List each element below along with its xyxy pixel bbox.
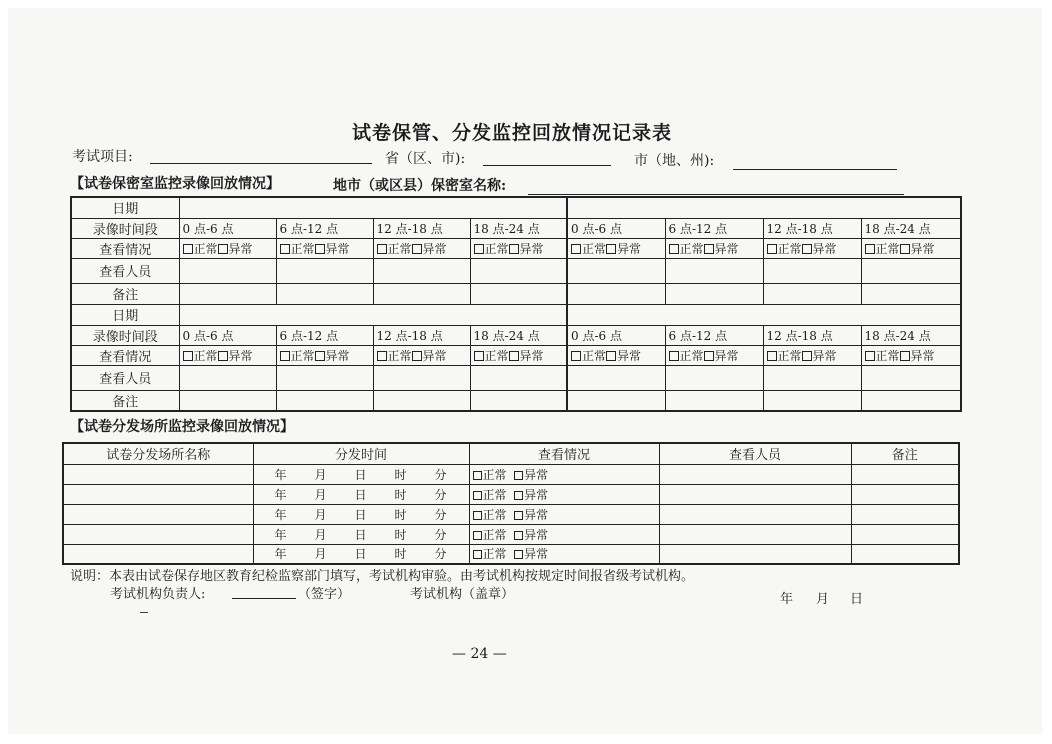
period-cell: 0 点-6 点 [179,325,276,345]
date-cell[interactable] [567,304,961,325]
status-cell[interactable]: 正常 异常 [763,345,861,365]
remark-cell[interactable] [567,283,665,304]
time-cell[interactable]: 年 月 日 时 分 [253,524,469,544]
checkbox-normal[interactable] [473,491,482,500]
date-cell[interactable] [179,197,567,218]
remark-cell[interactable] [567,390,665,411]
viewer-cell[interactable] [470,258,567,283]
site-cell[interactable] [63,484,253,504]
page-title: 试卷保管、分发监控回放情况记录表 [352,122,673,144]
viewer-cell[interactable] [470,365,567,390]
checkbox-normal[interactable] [571,351,581,361]
status-cell[interactable]: 正常 异常 [373,345,470,365]
checkbox-normal[interactable] [377,351,387,361]
block-1 [71,197,961,304]
checkbox-normal[interactable] [865,351,875,361]
table-row [63,464,959,484]
remark-cell[interactable] [851,464,959,484]
row-label-viewer: 查看人员 [71,258,179,283]
page-number: — 24 — [452,646,507,662]
remark-cell[interactable] [276,390,373,411]
col-header-check: 查看情况 [469,443,659,464]
section1-heading: 【试卷保密室监控录像回放情况】 [70,176,280,192]
remark-cell[interactable] [179,283,276,304]
viewer-cell[interactable] [665,258,763,283]
remark-cell[interactable] [470,283,567,304]
checkbox-abnormal[interactable] [802,244,812,254]
checkbox-abnormal[interactable] [218,351,228,361]
checkbox-abnormal[interactable] [704,244,714,254]
checkbox-normal[interactable] [669,244,679,254]
status-cell[interactable]: 正常 异常 [567,345,665,365]
status-cell[interactable]: 正常 异常 [373,238,470,258]
checkbox-abnormal[interactable] [315,244,325,254]
site-cell[interactable] [63,524,253,544]
section2-heading: 【试卷分发场所监控录像回放情况】 [70,419,294,435]
remark-cell[interactable] [861,283,961,304]
row-label-check: 查看情况 [71,238,179,258]
row-label-period: 录像时间段 [71,218,179,238]
period-cell: 0 点-6 点 [567,325,665,345]
status-cell[interactable]: 正常 异常 [665,238,763,258]
status-cell[interactable]: 正常 异常 [469,464,659,484]
checkbox-normal[interactable] [473,471,482,480]
time-cell[interactable]: 年 月 日 时 分 [253,484,469,504]
remark-cell[interactable] [851,524,959,544]
viewer-cell[interactable] [659,464,851,484]
storage-room-table [70,196,962,412]
sign-label: （签字） [298,587,351,602]
period-cell: 12 点-18 点 [763,325,861,345]
viewer-cell[interactable] [179,258,276,283]
explanation-note: 说明：本表由试卷保存地区教育纪检监察部门填写，考试机构审验。由考试机构按规定时间报省级考试机构。 [70,569,695,584]
row-label-check: 查看情况 [71,345,179,365]
period-cell: 12 点-18 点 [373,325,470,345]
remark-cell[interactable] [763,390,861,411]
distribution-rows [63,464,959,564]
time-cell[interactable]: 年 月 日 时 分 [253,544,469,564]
viewer-cell[interactable] [276,365,373,390]
remark-cell[interactable] [851,484,959,504]
row-label-period: 录像时间段 [71,325,179,345]
remark-cell[interactable] [665,283,763,304]
checkbox-normal[interactable] [473,550,482,559]
checkbox-normal[interactable] [473,511,482,520]
remark-cell[interactable] [373,283,470,304]
period-cell: 6 点-12 点 [276,218,373,238]
period-cell: 0 点-6 点 [179,218,276,238]
remark-cell[interactable] [861,390,961,411]
viewer-cell[interactable] [665,365,763,390]
site-cell[interactable] [63,544,253,564]
exam-item-blank[interactable] [150,163,372,164]
checkbox-abnormal[interactable] [315,351,325,361]
period-cell: 18 点-24 点 [861,218,961,238]
viewer-cell[interactable] [659,524,851,544]
remark-cell[interactable] [665,390,763,411]
status-cell[interactable]: 正常 异常 [276,238,373,258]
row-label-remark: 备注 [71,283,179,304]
col-header-viewer: 查看人员 [659,443,851,464]
block-2 [71,304,961,411]
viewer-cell[interactable] [567,258,665,283]
checkbox-abnormal[interactable] [900,244,910,254]
viewer-cell[interactable] [567,365,665,390]
table-row [63,484,959,504]
stray-mark [140,612,148,613]
viewer-cell[interactable] [276,258,373,283]
viewer-cell[interactable] [659,484,851,504]
row-label-viewer: 查看人员 [71,365,179,390]
status-cell[interactable]: 正常 异常 [470,345,567,365]
checkbox-normal[interactable] [865,244,875,254]
viewer-cell[interactable] [861,258,961,283]
status-cell[interactable]: 正常 异常 [567,238,665,258]
row-label-date: 日期 [71,304,179,325]
status-cell[interactable]: 正常 异常 [276,345,373,365]
status-cell[interactable]: 正常 异常 [469,484,659,504]
province-label: 省（区、市): [385,151,466,167]
viewer-cell[interactable] [659,544,851,564]
checkbox-normal[interactable] [767,351,777,361]
remark-cell[interactable] [851,544,959,564]
date-year: 年 [780,592,794,607]
col-header-time: 分发时间 [253,443,469,464]
status-cell[interactable]: 正常 异常 [179,345,276,365]
remark-cell[interactable] [851,504,959,524]
remark-cell[interactable] [276,283,373,304]
status-cell[interactable]: 正常 异常 [469,544,659,564]
checkbox-abnormal[interactable] [606,351,616,361]
city-label: 市（地、州): [634,153,715,169]
status-cell[interactable]: 正常 异常 [179,238,276,258]
checkbox-abnormal[interactable] [509,244,519,254]
date-cell[interactable] [179,304,567,325]
checkbox-abnormal[interactable] [606,244,616,254]
status-cell[interactable]: 正常 异常 [470,238,567,258]
province-blank[interactable] [483,165,611,166]
viewer-cell[interactable] [861,365,961,390]
distribution-table [62,442,960,565]
period-cell: 18 点-24 点 [470,218,567,238]
checkbox-abnormal[interactable] [514,531,523,540]
checkbox-abnormal[interactable] [412,351,422,361]
checkbox-abnormal[interactable] [514,491,523,500]
status-cell[interactable]: 正常 异常 [861,345,961,365]
status-cell[interactable]: 正常 异常 [861,238,961,258]
remark-cell[interactable] [373,390,470,411]
site-cell[interactable] [63,464,253,484]
period-cell: 6 点-12 点 [276,325,373,345]
status-cell[interactable]: 正常 异常 [665,345,763,365]
date-month: 月 [816,592,830,607]
remark-cell[interactable] [470,390,567,411]
viewer-cell[interactable] [763,365,861,390]
site-cell[interactable] [63,504,253,524]
city-blank[interactable] [733,169,897,170]
exam-item-label: 考试项目: [72,149,133,165]
checkbox-abnormal[interactable] [412,244,422,254]
checkbox-normal[interactable] [280,351,290,361]
period-cell: 12 点-18 点 [763,218,861,238]
status-cell[interactable]: 正常 异常 [763,238,861,258]
checkbox-normal[interactable] [767,244,777,254]
col-header-site: 试卷分发场所名称 [63,443,253,464]
table-row [63,504,959,524]
remark-cell[interactable] [179,390,276,411]
checkbox-normal[interactable] [571,244,581,254]
checkbox-abnormal[interactable] [704,351,714,361]
period-cell: 18 点-24 点 [470,325,567,345]
org-stamp-label: 考试机构（盖章） [410,587,515,602]
checkbox-abnormal[interactable] [509,351,519,361]
checkbox-normal[interactable] [669,351,679,361]
checkbox-normal[interactable] [474,244,484,254]
date-day: 日 [850,592,864,607]
checkbox-abnormal[interactable] [514,511,523,520]
room-name-label: 地市（或区县）保密室名称: [333,178,507,194]
head-label: 考试机构负责人: [110,587,206,602]
checkbox-normal[interactable] [474,351,484,361]
col-header-remark: 备注 [851,443,959,464]
time-cell[interactable]: 年 月 日 时 分 [253,464,469,484]
row-label-date: 日期 [71,197,179,218]
table-row [63,524,959,544]
checkbox-abnormal[interactable] [514,471,523,480]
status-cell[interactable]: 正常 异常 [469,504,659,524]
viewer-cell[interactable] [763,258,861,283]
viewer-cell[interactable] [659,504,851,524]
viewer-cell[interactable] [179,365,276,390]
period-cell: 6 点-12 点 [665,218,763,238]
date-cell[interactable] [567,197,961,218]
remark-cell[interactable] [763,283,861,304]
checkbox-abnormal[interactable] [218,244,228,254]
status-cell[interactable]: 正常 异常 [469,524,659,544]
period-cell: 0 点-6 点 [567,218,665,238]
checkbox-normal[interactable] [280,244,290,254]
head-signature-blank[interactable] [232,598,296,599]
row-label-remark: 备注 [71,390,179,411]
time-cell[interactable]: 年 月 日 时 分 [253,504,469,524]
checkbox-abnormal[interactable] [900,351,910,361]
period-cell: 6 点-12 点 [665,325,763,345]
period-cell: 18 点-24 点 [861,325,961,345]
checkbox-normal[interactable] [473,531,482,540]
period-cell: 12 点-18 点 [373,218,470,238]
checkbox-abnormal[interactable] [802,351,812,361]
viewer-cell[interactable] [373,365,470,390]
checkbox-abnormal[interactable] [514,550,523,559]
viewer-cell[interactable] [373,258,470,283]
checkbox-normal[interactable] [183,244,193,254]
checkbox-normal[interactable] [377,244,387,254]
checkbox-normal[interactable] [183,351,193,361]
room-name-blank[interactable] [528,194,904,195]
table-row [63,544,959,564]
